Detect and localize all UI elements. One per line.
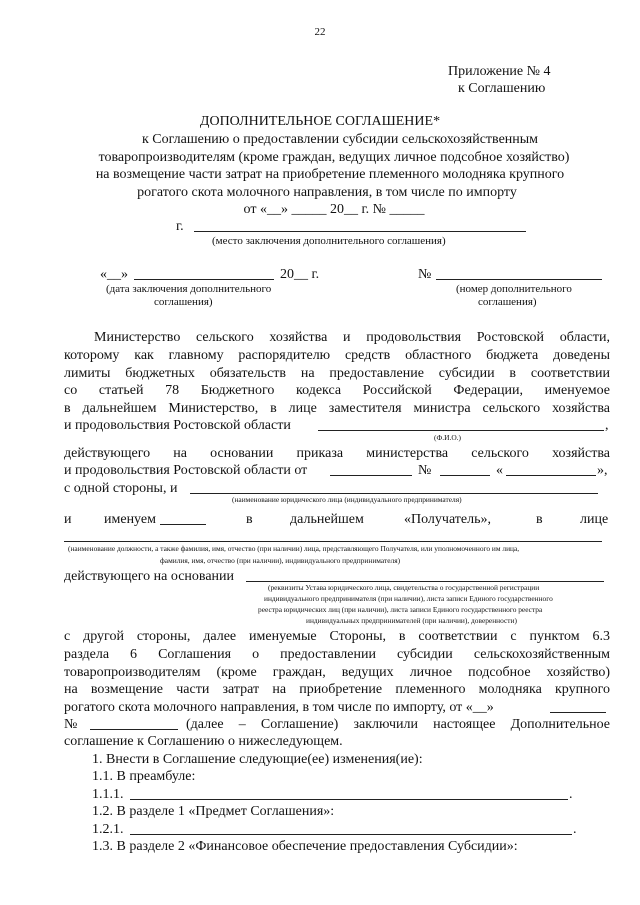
rep-caption-1: (наименование должности, а также фамилия, имя, отчество (при наличии) лица, представляющего Получателя, или уполномоченного им лица, [68, 544, 520, 553]
number-prefix: № [418, 267, 432, 282]
para-5-line-5: рогатого скота молочного направления, в том числе по импорту, от «__» [64, 700, 494, 715]
p3-word-6: в [536, 512, 543, 527]
para-5-line-7: соглашение к Соглашению о нижеследующем. [64, 734, 343, 749]
document-title: ДОПОЛНИТЕЛЬНОЕ СОГЛАШЕНИЕ* [199, 114, 441, 129]
p3-word-2: именуем [104, 512, 156, 527]
order-name-open-quote: « [496, 463, 503, 478]
agreement-number-field[interactable] [90, 729, 178, 730]
p3-word-1: и [64, 512, 72, 527]
item-1-1-1: 1.1.1. [92, 787, 124, 802]
para-2-line-1: действующего на основании приказа министерства сельского хозяйства [64, 446, 610, 461]
recipient-caption: (наименование юридического лица (индивидуального предпринимателя) [232, 495, 462, 504]
place-field[interactable] [194, 231, 526, 232]
item-1-1: 1.1. В преамбуле: [92, 769, 196, 784]
item-1: 1. Внести в Соглашение следующие(ее) изменения(ие): [92, 752, 423, 767]
order-number-field[interactable] [440, 475, 490, 476]
para-1-line-5: в дальнейшем Министерство, в лице заместителя министра сельского хозяйства [64, 401, 610, 416]
number-field[interactable] [436, 279, 602, 280]
item-1-1-1-end: . [569, 787, 573, 802]
para-2-line-2: и продовольствия Ростовской области от [64, 463, 308, 478]
para-1-line-6: и продовольствия Ростовской области [64, 418, 291, 433]
rep-caption-2: фамилия, имя, отчество (при наличии), индивидуального предпринимателя) [160, 556, 401, 565]
basis-caption-4: индивидуальных предпринимателей (при наличии), доверенности) [306, 616, 517, 625]
basis-caption-3: реестра юридических лиц (при наличии), листа записи Единого государственного реестра [258, 605, 543, 614]
basis-caption-2: индивидуального предпринимателя (при наличии), листа записи Единого государственного [264, 594, 553, 603]
agreement-number-sign: № [64, 717, 78, 732]
date-day: «__» [100, 267, 128, 282]
number-caption-2: соглашения) [478, 296, 537, 308]
para-5-line-6: (далее – Соглашение) заключили настоящее Дополнительное [186, 717, 610, 732]
order-name-close-quote: », [597, 463, 608, 478]
appendix-line-2: к Соглашению [458, 81, 546, 96]
para-1-line-1: Министерство сельского хозяйства и продовольствия Ростовской области, [94, 330, 610, 345]
order-number-sign: № [418, 463, 432, 478]
p3-word-5: «Получатель», [404, 512, 492, 527]
title-line-4: рогатого скота молочного направления, в том числе по импорту [137, 185, 517, 200]
item-1-1-1-field[interactable] [130, 799, 568, 800]
date-year: 20__ г. [280, 267, 320, 282]
item-1-2-1-end: . [573, 822, 577, 837]
place-caption: (место заключения дополнительного соглашения) [212, 235, 446, 247]
place-prefix: г. [176, 219, 184, 234]
title-line-5: от «__» _____ 20__ г. № _____ [243, 202, 425, 217]
gender-ending-field[interactable] [160, 524, 206, 525]
p3-word-3: в [246, 512, 253, 527]
p3-word-4: дальнейшем [290, 512, 364, 527]
title-line-3: на возмещение части затрат на приобретение племенного молодняка крупного [95, 167, 565, 182]
agreement-date-field[interactable] [550, 712, 606, 713]
order-name-field[interactable] [506, 475, 596, 476]
title-line-2: товаропроизводителям (кроме граждан, ведущих личное подсобное хозяйство) [98, 150, 570, 165]
date-month-field[interactable] [134, 279, 274, 280]
official-name-field[interactable] [318, 430, 604, 431]
para-5-line-4: на возмещение части затрат на приобретение племенного молодняка крупного [64, 682, 610, 697]
representative-field[interactable] [64, 541, 602, 542]
para-1-line-3: лимиты бюджетных обязательств на предоставление субсидии в соответствии [64, 366, 610, 381]
number-caption-1: (номер дополнительного [456, 283, 572, 295]
page-number: 22 [314, 26, 326, 38]
basis-caption-1: (реквизиты Устава юридического лица, свидетельства о государственной регистрации [268, 583, 540, 592]
para-5-line-3: товаропроизводителям (кроме граждан, ведущих личное подсобное хозяйство) [64, 665, 610, 680]
para-4: действующего на основании [64, 569, 235, 584]
item-1-2: 1.2. В разделе 1 «Предмет Соглашения»: [92, 804, 335, 819]
order-date-field[interactable] [330, 475, 412, 476]
para-5-line-2: раздела 6 Соглашения о предоставлении субсидии сельскохозяйственным [64, 647, 610, 662]
date-caption-2: соглашения) [154, 296, 213, 308]
comma: , [605, 418, 609, 433]
para-1-line-2: которому как главному распорядителю средств областного бюджета доведены [64, 348, 610, 363]
title-line-1: к Соглашению о предоставлении субсидии сельскохозяйственным [141, 132, 539, 147]
fio-caption: (Ф.И.О.) [434, 433, 461, 442]
para-1-line-4: со статьей 78 Бюджетного кодекса Российской Федерации, именуемое [64, 383, 610, 398]
date-caption-1: (дата заключения дополнительного [106, 283, 272, 295]
para-2-line-3: с одной стороны, и [64, 481, 178, 496]
para-5-line-1: с другой стороны, далее именуемые Стороны, в соответствии с пунктом 6.3 [64, 629, 610, 644]
item-1-2-1-field[interactable] [130, 834, 572, 835]
item-1-2-1: 1.2.1. [92, 822, 124, 837]
p3-word-7: лице [580, 512, 609, 527]
appendix-line-1: Приложение № 4 [448, 64, 551, 79]
item-1-3: 1.3. В разделе 2 «Финансовое обеспечение предоставления Субсидии»: [92, 839, 518, 854]
